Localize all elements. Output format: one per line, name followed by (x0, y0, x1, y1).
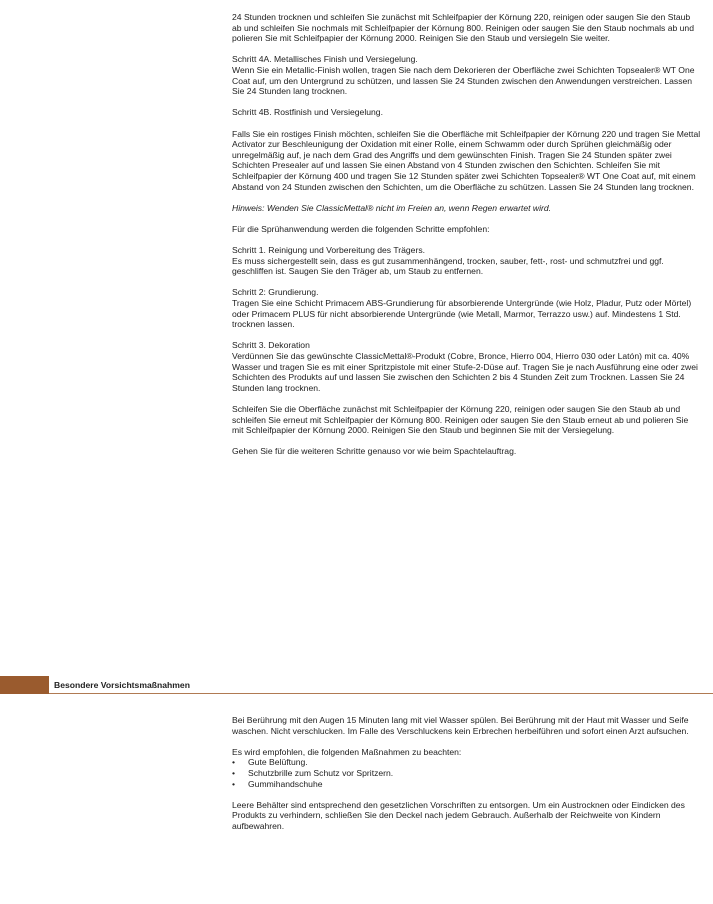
list-item (232, 768, 702, 779)
list-item-text: Gummihandschuhe (248, 778, 323, 789)
section-header-precautions (0, 676, 713, 694)
step-text: Wenn Sie ein Metallic-Finish wollen, tragen Sie nach dem Dekorieren der Oberfläche zwei Schichten Topsealer® WT One Coat auf, um den Untergrund zu schützen, und lassen Sie 24 Stunden zwischen den Anwendungen verstreichen. Lassen Sie 24 Stunden lang trocknen. (232, 64, 695, 97)
bullet-icon: • (232, 767, 236, 778)
list-item-text: Schutzbrille zum Schutz vor Spritzern. (248, 767, 394, 778)
disposal-text: Leere Behälter sind entsprechend den gesetzlichen Vorschriften zu entsorgen. Um ein Austrocknen oder Eindicken des Produkts zu verhindern, schließen Sie den Deckel nach jedem Gebrauch. Außerhalb der Reichweite von Kindern aufbewahren. (232, 799, 685, 831)
paragraph-text: Falls Sie ein rostiges Finish möchten, schleifen Sie die Oberfläche mit Schleifpapier der Körnung 220 und tragen Sie Mettal Activator zur Beschleunigung der Oxidation mit einer Rolle, einem Schwamm oder durch Sprühen gleichmäßig oder unregelmäßig auf, je nach dem Grad des Angriffs und dem gewünschten Finish. Tragen Sie 24 Stunden später zwei Schichten Presealer auf und lassen Sie einen Abstand von 4 Stunden zwischen den Schichten. Schleifen Sie mit Schleifpapier der Körnung 400 und tragen Sie 12 Stunden später zwei Schichten Topsealer® WT One Coat auf, mit einem Abstand von 24 Stunden zwischen den Schichten, um die Oberfläche zu schützen. Lassen Sie 24 Stunden lang trocknen. (232, 128, 701, 192)
step-4b-title (232, 107, 702, 118)
paragraph-text: Gehen Sie für die weiteren Schritte genauso vor wie beim Spachtelauftrag. (232, 446, 517, 457)
step-4a (232, 54, 702, 96)
measures-list (232, 757, 702, 789)
section-title: Besondere Vorsichtsmaßnahmen (54, 680, 190, 690)
paragraph-text: Schleifen Sie die Oberfläche zunächst mit Schleifpapier der Körnung 220, reinigen oder saugen Sie den Staub ab und schleifen Sie erneut mit Schleifpapier der Körnung 800. Reinigen oder saugen Sie den Staub erneut ab und polieren Sie mit Schleifpapier der Körnung 2000. Reinigen Sie den Staub und beginnen Sie mit der Versiegelung. (232, 403, 689, 436)
step-title: Schritt 2: Grundierung. (232, 287, 319, 298)
spray-closing (232, 446, 702, 457)
spray-sanding (232, 404, 702, 436)
step-title: Schritt 4B. Rostfinish und Versiegelung. (232, 107, 383, 118)
first-aid-text: Bei Berührung mit den Augen 15 Minuten lang mit viel Wasser spülen. Bei Berührung mit der Haut mit Wasser und Seife waschen. Nicht verschlucken. Im Falle des Verschluckens kein Erbrechen herbeiführen und sofort einen Arzt aufsuchen. (232, 715, 689, 736)
bullet-icon: • (232, 757, 236, 768)
spray-intro (232, 224, 702, 235)
list-item-text: Gute Belüftung. (248, 757, 308, 768)
paragraph-text: 24 Stunden trocknen und schleifen Sie zunächst mit Schleifpapier der Körnung 220, reinigen oder saugen Sie den Staub ab und schleifen Sie nochmals mit Schleifpapier der Körnung 800. Reinigen oder saugen Sie den Staub nochmals ab und polieren Sie mit Schleifpapier der Körnung 2000. Reinigen Sie den Staub und versiegeln Sie weiter. (232, 12, 694, 44)
paragraph-sanding-intro (232, 12, 702, 44)
spray-step-2 (232, 287, 702, 329)
spray-step-3 (232, 340, 702, 393)
application-instructions (232, 12, 702, 468)
list-item (232, 757, 702, 768)
spray-step-1 (232, 245, 702, 277)
note-rain (232, 203, 702, 214)
step-text: Tragen Sie eine Schicht Primacem ABS-Grundierung für absorbierende Untergründe (wie Holz, Pladur, Putz oder Mörtel) oder Primacem PLUS für nicht absorbierende Untergründe (wie Metall, Marmor, Terrazzo usw.) auf. Mindestens 1 Std. trocknen lassen. (232, 298, 692, 330)
paragraph-text: Für die Sprühanwendung werden die folgenden Schritte empfohlen: (232, 223, 490, 234)
step-title: Schritt 4A. Metallisches Finish und Versiegelung. (232, 54, 418, 65)
list-item (232, 779, 702, 790)
measures-intro: Es wird empfohlen, die folgenden Maßnahmen zu beachten: (232, 746, 462, 757)
step-4b-text (232, 129, 702, 193)
section-divider (49, 693, 713, 694)
precautions-content (232, 715, 702, 842)
step-text: Verdünnen Sie das gewünschte ClassicMettal®-Produkt (Cobre, Bronce, Hierro 004, Hierro 030 oder Latón) mit ca. 40% Wasser und tragen Sie es mit einer Spritzpistole mit einer Stufe-2-Düse auf. Tragen Sie je nach Ausführung eine oder zwei Schichten des Produkts auf und lassen Sie zwischen den Schichten 2 bis 4 Stunden Zeit zum Trocknen. Lassen Sie 24 Stunden lang trocknen. (232, 351, 698, 393)
step-text: Es muss sichergestellt sein, dass es gut zusammenhängend, trocken, sauber, fett-, rost- und schmutzfrei und ggf. geschliffen ist. Saugen Sie den Träger ab, um Staub zu entfernen. (232, 255, 664, 277)
bullet-icon: • (232, 778, 236, 789)
section-accent-bar (0, 676, 49, 694)
step-title: Schritt 3. Dekoration (232, 340, 310, 351)
step-title: Schritt 1. Reinigung und Vorbereitung des Trägers. (232, 245, 425, 256)
note-text: Hinweis: Wenden Sie ClassicMettal® nicht im Freien an, wenn Regen erwartet wird. (232, 202, 552, 213)
